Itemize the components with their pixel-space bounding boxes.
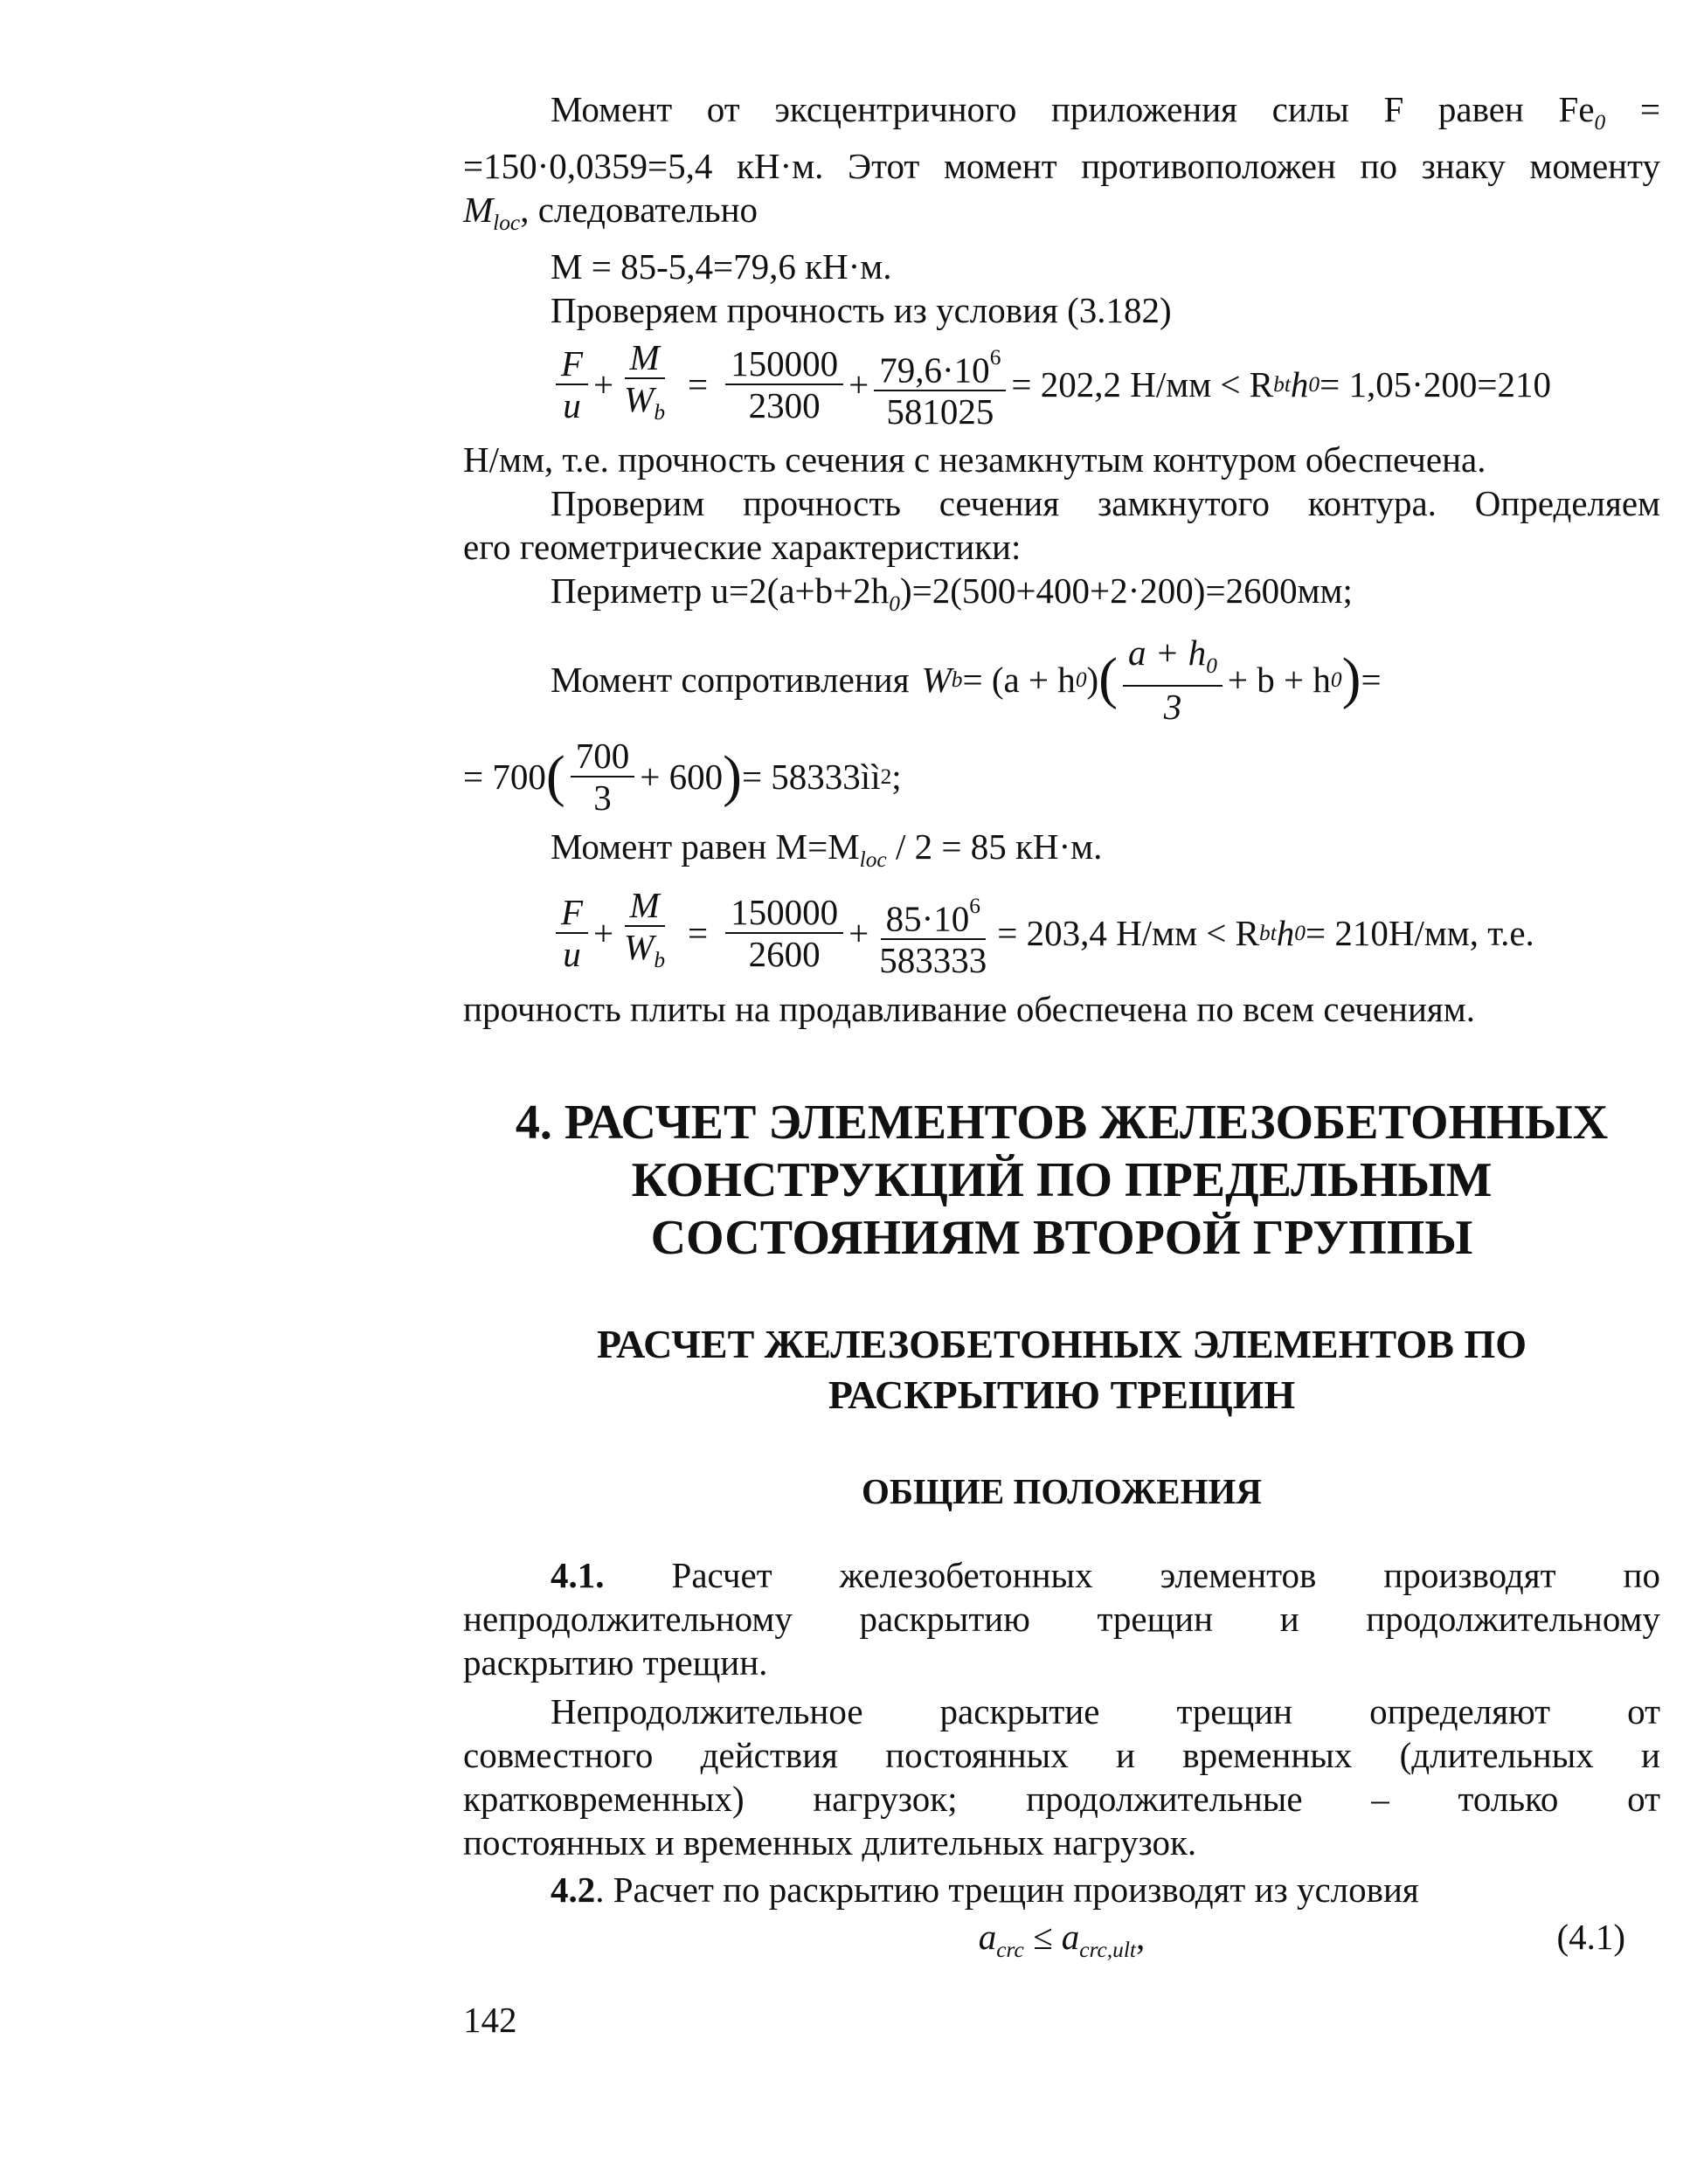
text-line: M = 85-5,4=79,6 кН·м. (551, 245, 892, 287)
paragraph-4-1: 4.1. Расчет железобетонных элементов производят по непродолжительному раскрытию трещин и продолжительному раскрытию трещин. (463, 1555, 1660, 1683)
text-line: Момент от эксцентричного приложения силы F равен $Fe_0$ = (551, 89, 1660, 135)
page-number: 142 (463, 2000, 517, 2040)
text-line: Момент равен $M=M_{loc} / 2 = 85$ кН·м. (551, 826, 1103, 873)
text-line: Проверяем прочность из условия (3.182) (551, 289, 1172, 330)
text-line: его геометрические характеристики: (463, 526, 1022, 567)
subsection-heading: ОБЩИЕ ПОЛОЖЕНИЯ (862, 1471, 1262, 1512)
text-line: Периметр $u=2(a+b+2h_0)=2(500+400+2\cdot 200)=2600мм$; (551, 570, 1353, 616)
equation-check-closed-contour: $\frac{F}{u}$ + $\frac{M}{W_b}$ = $\frac{150000}{2600}$ + $\frac{85\cdot 10^6}{583333}$ = 203,4 Н/мм < R bt h 0 = 210Н/мм, т.е. (551, 885, 1660, 980)
paragraph-short-term: Непродолжительное раскрытие трещин определяют от совместного действия постоянных и временных (длительных и кратковременных) нагрузок; продолжительные – только от постоянных и временных длительных нагрузок. (463, 1691, 1660, 1863)
text-line: прочность плиты на продавливание обеспечена по всем сечениям. (463, 989, 1475, 1030)
text-line: Проверим прочность сечения замкнутого контура. Определяем (551, 482, 1660, 523)
equation-section-modulus: Момент сопротивления W b = (a + h 0 ) ( $\frac{a + h_0}{3}$ + b + h 0 ) = (551, 632, 1382, 728)
chapter-heading: 4. РАСЧЕТ ЭЛЕМЕНТОВ ЖЕЛЕЗОБЕТОННЫХ КОНСТРУКЦИЙ ПО ПРЕДЕЛЬНЫМ СОСТОЯНИЯМ ВТОРОЙ ГРУППЫ (515, 1095, 1609, 1266)
equation-number: (4.1) (1556, 1917, 1625, 1958)
section-heading: РАСЧЕТ ЖЕЛЕЗОБЕТОННЫХ ЭЛЕМЕНТОВ ПО РАСКРЫТИЮ ТРЕЩИН (596, 1322, 1527, 1418)
paragraph-4-2: 4.2. Расчет по раскрытию трещин производят из условия (551, 1870, 1419, 1911)
text-line: Н/мм, т.е. прочность сечения с незамкнутым контуром обеспечена. (463, 439, 1486, 480)
equation-4-1: $a_{crc} \le a_{crc,ult}$, (4.1) (978, 1917, 1625, 1963)
text-line: $M_{loc}$, следовательно (463, 189, 758, 235)
page-content (463, 87, 1660, 1972)
equation-check-open-contour: $\frac{F}{u}$ + $\frac{M}{W_b}$ = $\frac{150000}{2300}$ + $\frac{79,6\cdot 10^6}{581025}$ = 202,2 Н/мм < R bt h 0 = 1,05·200=210 (551, 337, 1660, 432)
equation-section-modulus-value: = 700 ( $\frac{700}{3}$ + 600 ) = 58333ìì 2 ; (463, 736, 902, 819)
text-line: =150·0,0359=5,4 кН·м. Этот момент противоположен по знаку моменту (463, 145, 1660, 186)
